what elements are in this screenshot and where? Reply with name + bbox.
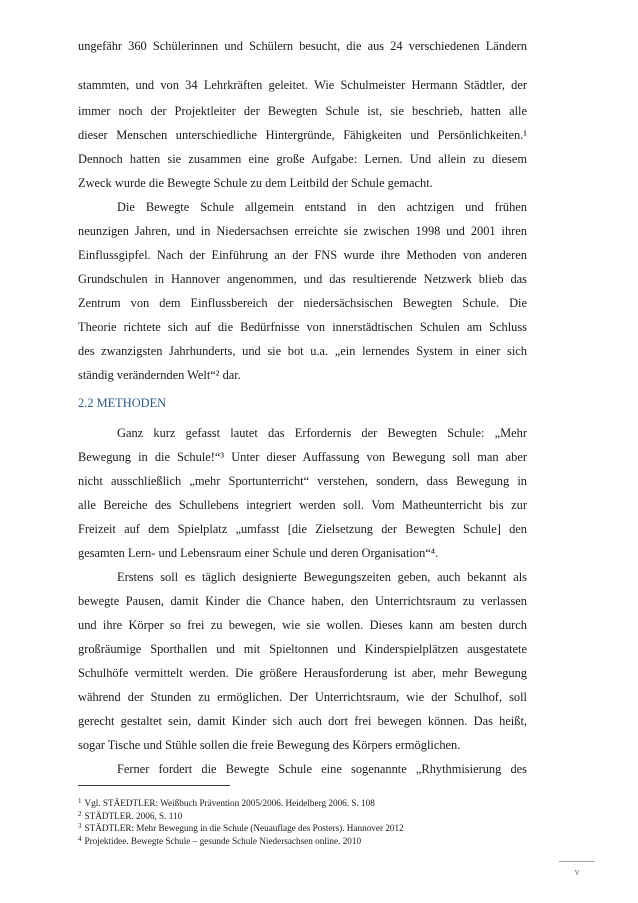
body-line: sogar Tische und Stühle sollen die freie Bewegung des Körpers ermöglichen. [78, 738, 461, 752]
footnote-number: 4 [78, 835, 82, 843]
body-line: Einflussgipfel. Nach der Einführung an der FNS wurde ihre Methoden von anderen [78, 248, 527, 262]
body-line: dieser Menschen unterschiedliche Hintergründe, Fähigkeiten und Persönlichkeiten.¹ [78, 128, 527, 142]
body-line: bewegte Pausen, damit Kinder die Chance haben, den Unterrichtsraum zu verlassen [78, 594, 527, 608]
footnote-number: 3 [78, 822, 82, 830]
body-line: Dennoch hatten sie zusammen eine große Aufgabe: Lernen. Und allein zu diesem [78, 152, 527, 166]
body-line: Zweck wurde die Bewegte Schule zu dem Leitbild der Schule gemacht. [78, 176, 433, 190]
body-line: des zwanzigsten Jahrhunderts, und sie bot u.a. „ein lernendes System in einer sich [78, 344, 527, 358]
body-line: großräumige Sporthallen und mit Spieltonnen und Kinderspielplätzen ausgestatete [78, 642, 527, 656]
footnote-number: 1 [78, 797, 82, 805]
body-line: Erstens soll es täglich designierte Bewegungszeiten geben, auch bekannt als [117, 570, 527, 584]
footnote-text: STÄDTLER: Mehr Bewegung in die Schule (Neuauflage des Posters). Hannover 2012 [84, 823, 404, 833]
body-line: Ganz kurz gefasst lautet das Erfordernis der Bewegten Schule: „Mehr [117, 426, 527, 440]
footnote [78, 820, 527, 834]
footnote [78, 833, 527, 847]
body-line: und ihre Körper so frei zu bewegen, wie sie wollen. Dieses kann am besten durch [78, 618, 527, 632]
body-line: Theorie richtete sich auf die Bedürfnisse von innerstädtischen Schulen am Schluss [78, 320, 527, 334]
body-line: Grundschulen in Hannover angenommen, und das resultierende Netzwerk blieb das [78, 272, 527, 286]
body-line: stammten, und von 34 Lehrkräften geleitet. Wie Schulmeister Hermann Städtler, der [78, 78, 527, 92]
body-line: gesamten Lern- und Lebensraum einer Schule und deren Organisation“⁴. [78, 546, 439, 560]
footnote-text: Vgl. STÄEDTLER: Weißbuch Prävention 2005/2006. Heidelberg 2006. S. 108 [84, 798, 375, 808]
section-heading: 2.2 METHODEN [78, 396, 167, 410]
footnote-separator [78, 785, 230, 786]
body-line: ständig verändernden Welt“² dar. [78, 368, 241, 382]
body-line: immer noch der Projektleiter der Bewegten Schule ist, sie beschrieb, hatten alle [78, 104, 527, 118]
body-line: während der Stunden zu ermöglichen. Der Unterrichtsraum, wie der Schulhof, soll [78, 690, 527, 704]
body-line: Ferner fordert die Bewegte Schule eine sogenannte „Rhythmisierung des [117, 762, 527, 776]
page-number: v [574, 867, 580, 878]
body-line: Schulhöfe vermittelt werden. Die größere Herausforderung ist aber, mehr Bewegung [78, 666, 527, 680]
body-line: ungefähr 360 Schülerinnen und Schülern besucht, die aus 24 verschiedenen Ländern [78, 39, 527, 53]
body-line: nicht ausschließlich „mehr Sportunterricht“ verstehen, sondern, dass Bewegung in [78, 474, 527, 488]
body-line: neunzigen Jahren, und in Niedersachsen erreichte sie zwischen 1998 und 2001 ihren [78, 224, 527, 238]
body-line: Freizeit auf dem Spielplatz „umfasst [die Zielsetzung der Bewegten Schule] den [78, 522, 527, 536]
footnote-number: 2 [78, 810, 82, 818]
body-line: Bewegung in die Schule!“³ Unter dieser Auffassung von Bewegung soll man aber [78, 450, 527, 464]
body-line: Zentrum von dem Einflussbereich der niedersächsischen Bewegten Schule. Die [78, 296, 527, 310]
footnote [78, 795, 527, 809]
footnote-text: Projektidee. Bewegte Schule – gesunde Schule Niedersachsen online. 2010 [84, 836, 362, 846]
body-line: gerecht gestaltet sein, damit Kinder sich auch dort frei bewegen können. Das heißt, [78, 714, 527, 728]
page-number-rule [559, 861, 595, 862]
body-line: Die Bewegte Schule allgemein entstand in den achtzigen und frühen [117, 200, 527, 214]
footnote-text: STÄDTLER. 2006, S. 110 [84, 811, 183, 821]
body-line: alle Bereiche des Schullebens integriert werden soll. Vom Matheunterricht bis zur [78, 498, 527, 512]
